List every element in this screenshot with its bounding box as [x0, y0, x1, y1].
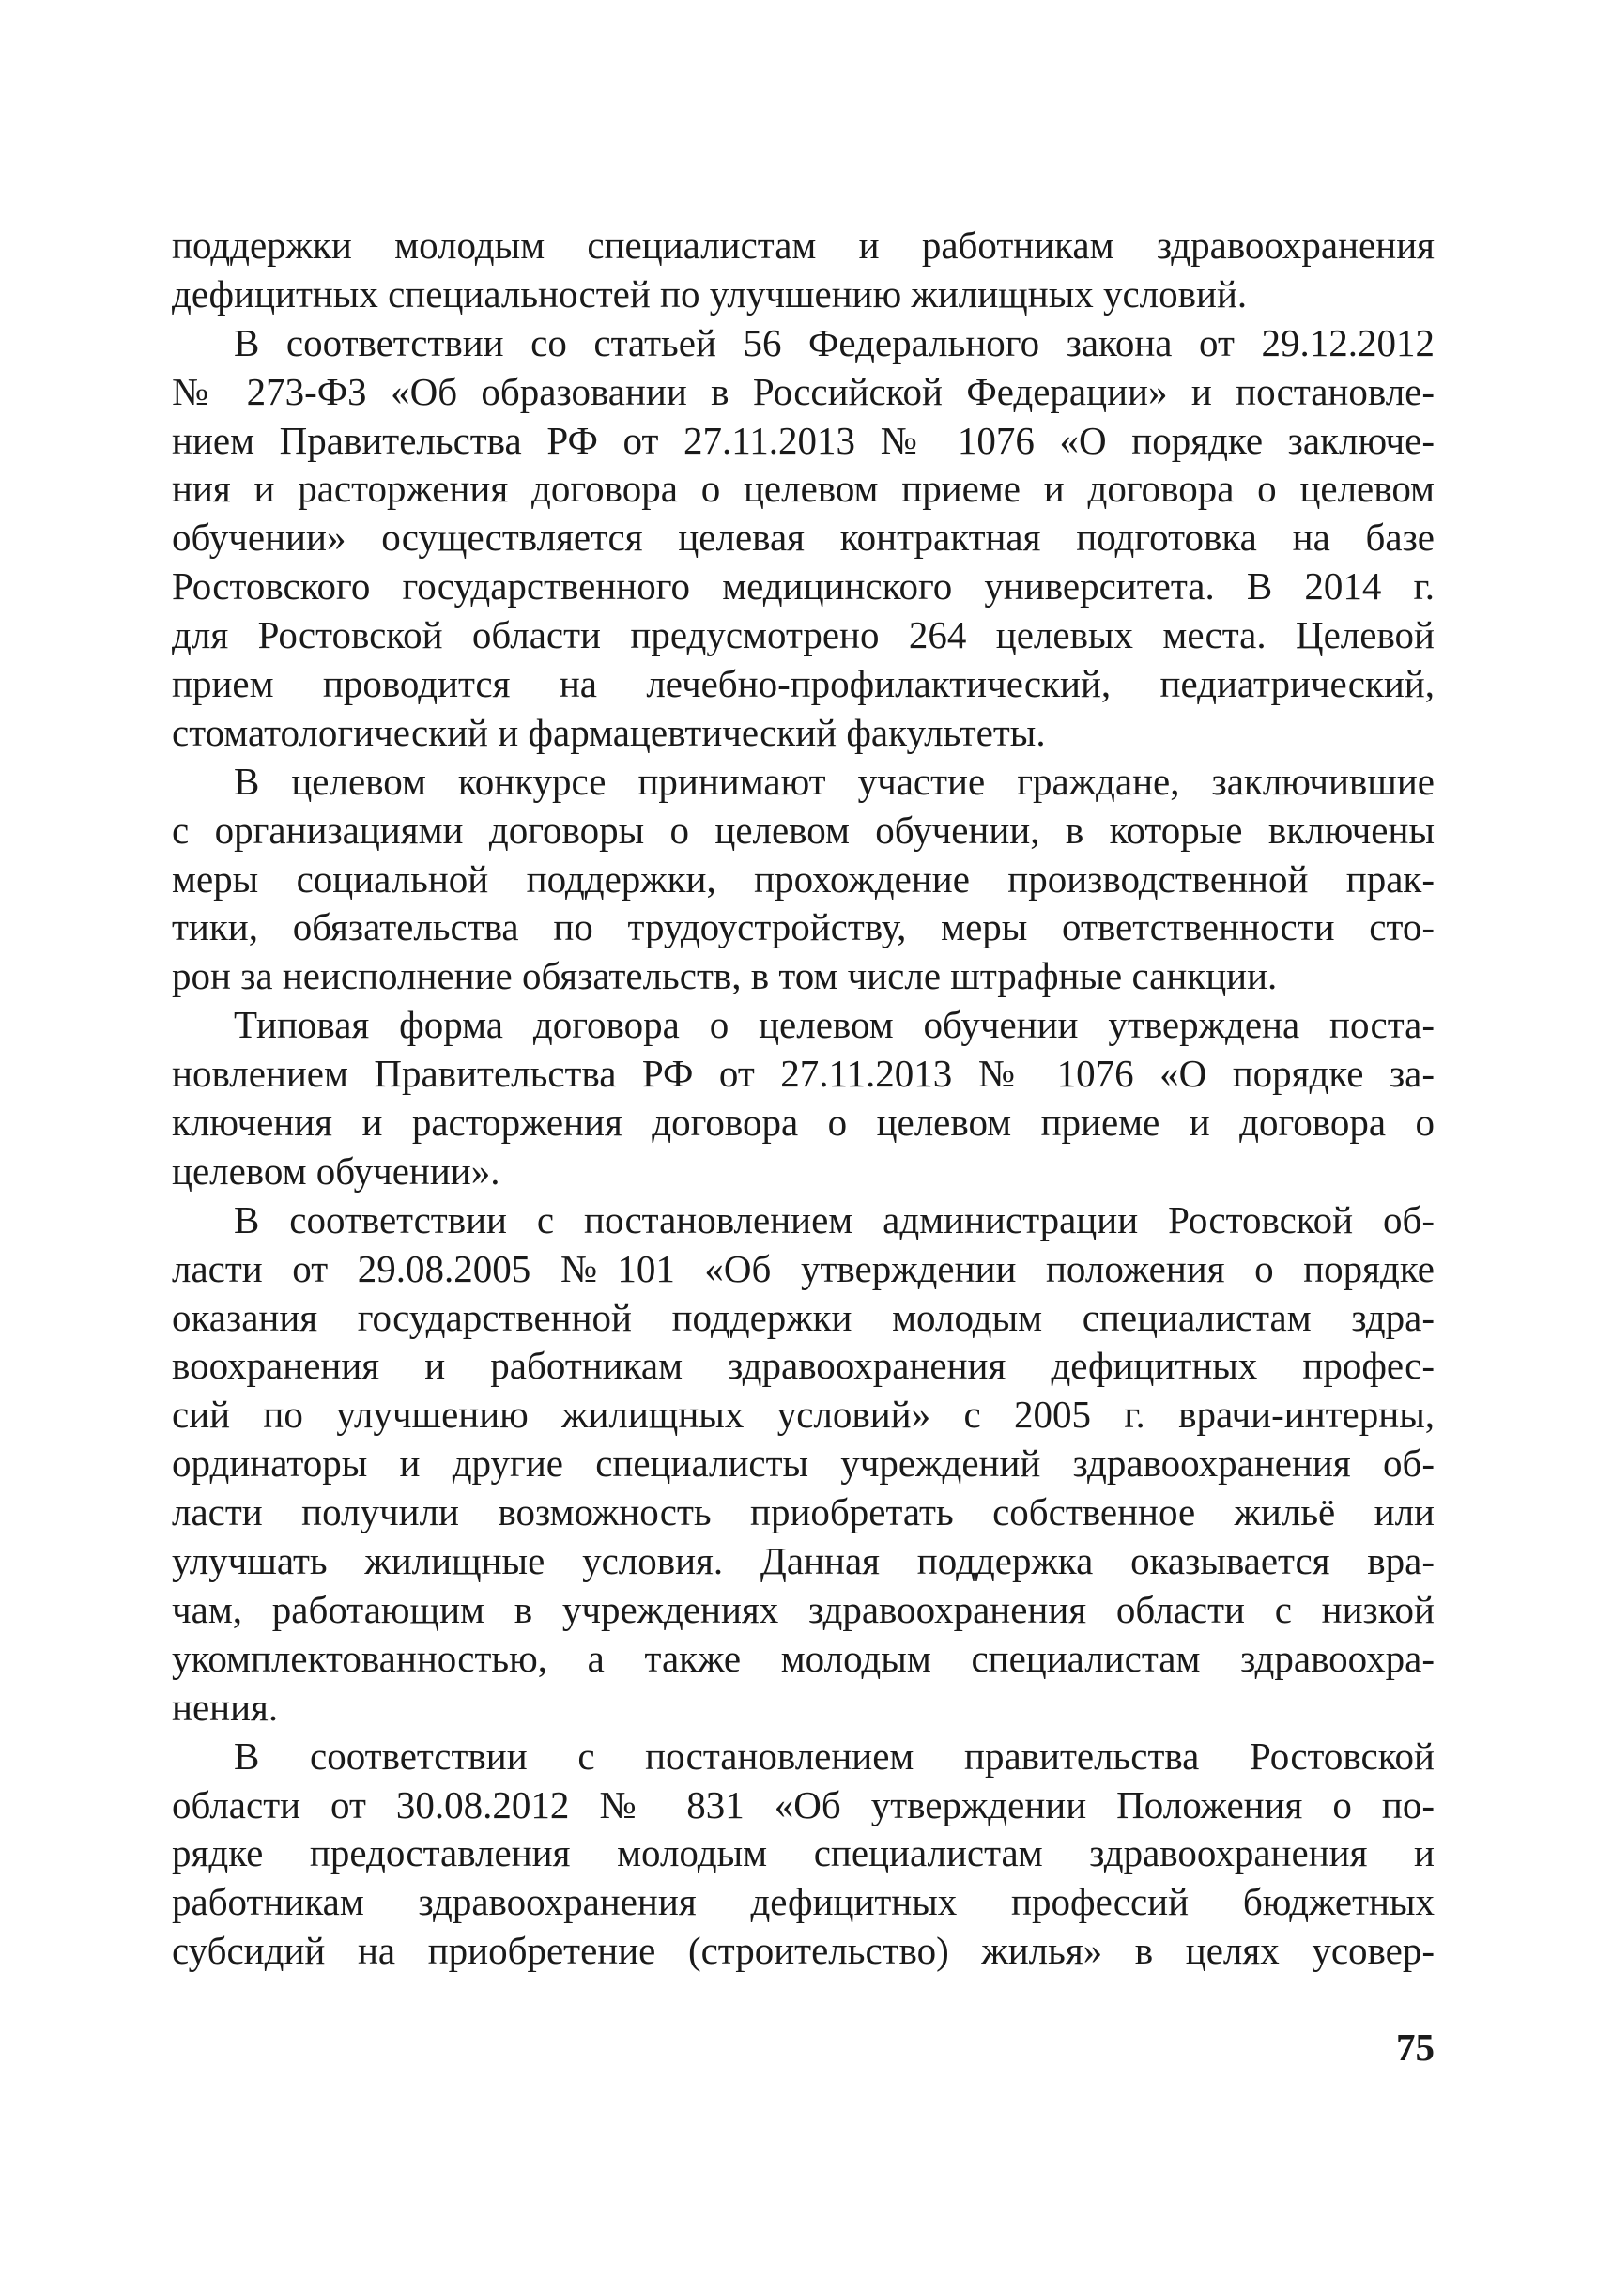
text-line: для Ростовской области предусмотрено 264 целевых места. Целевой [172, 613, 1435, 657]
text-line: Ростовского государственного медицинского университета. В 2014 г. [172, 564, 1435, 609]
text-line: субсидий на приобретение (строительство) жилья» в целях усовер- [172, 1929, 1435, 1973]
text-line: тики, обязательства по трудоустройству, меры ответственности сто- [172, 905, 1435, 949]
text-line: стоматологический и фармацевтический факультеты. [172, 710, 1046, 754]
text-line: Типовая форма договора о целевом обучении утверждена поста- [234, 1003, 1435, 1047]
text-line: воохранения и работникам здравоохранения дефицитных профес- [172, 1344, 1435, 1388]
text-line: работникам здравоохранения дефицитных профессий бюджетных [172, 1880, 1435, 1924]
text-line: новлением Правительства РФ от 27.11.2013 № 1076 «О порядке за- [172, 1052, 1435, 1096]
text-line: оказания государственной поддержки молодым специалистам здра- [172, 1295, 1435, 1339]
text-line: ключения и расторжения договора о целевом приеме и договора о [172, 1101, 1435, 1145]
text-line: чам, работающим в учреждениях здравоохранения области с низкой [172, 1587, 1435, 1631]
text-line: обучении» осуществляется целевая контрактная подготовка на базе [172, 516, 1435, 560]
text-line: нения. [172, 1685, 279, 1729]
text-line: ласти получили возможность приобретать собственное жильё или [172, 1490, 1435, 1534]
text-line: В соответствии со статьей 56 Федерального закона от 29.12.2012 [234, 320, 1435, 364]
text-line: с организациями договоры о целевом обучении, в которые включены [172, 808, 1435, 852]
text-line: поддержки молодым специалистам и работникам здравоохранения [172, 223, 1435, 267]
text-line: рон за неисполнение обязательств, в том числе штрафные санкции. [172, 954, 1278, 998]
text-line: ния и расторжения договора о целевом приеме и договора о целевом [172, 467, 1435, 511]
text-line: меры социальной поддержки, прохождение производственной прак- [172, 856, 1435, 901]
text-line: целевом обучении». [172, 1148, 500, 1193]
text-line: рядке предоставления молодым специалистам здравоохранения и [172, 1831, 1435, 1875]
text-line: № 273-ФЗ «Об образовании в Российской Федерации» и постановле- [172, 369, 1435, 413]
text-line: прием проводится на лечебно-профилактический, педиатрический, [172, 662, 1435, 706]
text-line: укомплектованностью, а также молодым специалистам здравоохра- [172, 1636, 1435, 1680]
text-line: ласти от 29.08.2005 №101 «Об утверждении положения о порядке [172, 1246, 1435, 1290]
page-number: 75 [1396, 2026, 1435, 2069]
text-line: ординаторы и другие специалисты учреждений здравоохранения об- [172, 1441, 1435, 1486]
text-line: улучшать жилищные условия. Данная поддержка оказывается вра- [172, 1539, 1435, 1583]
text-line: В целевом конкурсе принимают участие граждане, заключившие [234, 759, 1435, 803]
text-line: В соответствии с постановлением правительства Ростовской [234, 1734, 1435, 1778]
body-text [172, 222, 1435, 1976]
text-line: нием Правительства РФ от 27.11.2013 № 1076 «О порядке заключе- [172, 418, 1435, 462]
text-line: дефицитных специальностей по улучшению жилищных условий. [172, 271, 1248, 316]
text-line: сий по улучшению жилищных условий» с 2005 г. врачи-интерны, [172, 1393, 1435, 1437]
text-line: области от 30.08.2012 № 831 «Об утверждении Положения о по- [172, 1782, 1435, 1826]
text-line: В соответствии с постановлением администрации Ростовской об- [234, 1197, 1435, 1241]
